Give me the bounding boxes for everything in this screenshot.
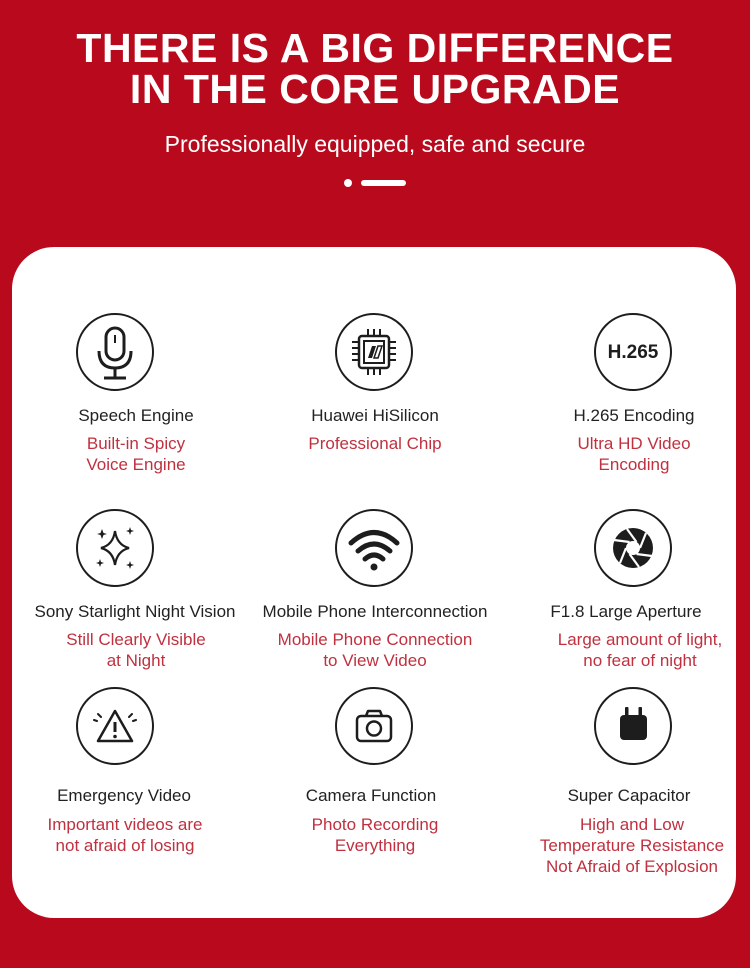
- feature-description: [250, 629, 500, 671]
- features-card: [12, 247, 736, 918]
- feature-title: Camera Function: [305, 786, 437, 805]
- aperture-icon: [594, 509, 672, 587]
- desc-line: Mobile Phone Connection: [277, 630, 473, 649]
- carousel-indicator: [0, 177, 750, 187]
- desc-line: no fear of night: [583, 651, 697, 670]
- feature-title: F1.8 Large Aperture: [550, 602, 702, 621]
- feature-description: [0, 814, 250, 856]
- carousel-dot-active[interactable]: [361, 180, 406, 186]
- sparkle-icon: [76, 509, 154, 587]
- desc-line: not afraid of losing: [55, 836, 195, 855]
- microphone-icon: [76, 313, 154, 391]
- page-title: [0, 25, 750, 112]
- chip-icon: [335, 313, 413, 391]
- desc-line: at Night: [106, 651, 166, 670]
- title-line-2: IN THE CORE UPGRADE: [129, 66, 621, 112]
- desc-line: Temperature Resistance: [539, 836, 725, 855]
- feature-description: [250, 814, 500, 856]
- carousel-dot[interactable]: [344, 179, 352, 187]
- feature-title: Sony Starlight Night Vision: [34, 602, 236, 621]
- desc-line: Not Afraid of Explosion: [546, 857, 718, 876]
- desc-line: Photo Recording: [311, 815, 439, 834]
- feature-description: [507, 814, 750, 877]
- feature-description: [11, 629, 261, 671]
- h265-icon-label: H.265: [607, 342, 659, 363]
- feature-title: Super Capacitor: [567, 786, 691, 805]
- warning-icon: [76, 687, 154, 765]
- header: [0, 0, 750, 250]
- feature-description: [509, 433, 750, 475]
- feature-title: Huawei HiSilicon: [311, 406, 439, 425]
- feature-description: [515, 629, 750, 671]
- desc-line: Built-in Spicy: [86, 434, 186, 453]
- camera-icon: [335, 687, 413, 765]
- h265-icon: [594, 313, 672, 391]
- title-line-1: THERE IS A BIG DIFFERENCE: [76, 25, 674, 71]
- feature-description: [11, 433, 261, 475]
- desc-line: Ultra HD Video: [577, 434, 691, 453]
- desc-line: Everything: [334, 836, 416, 855]
- desc-line: Still Clearly Visible: [66, 630, 206, 649]
- capacitor-icon: [594, 687, 672, 765]
- desc-line: High and Low: [580, 815, 684, 834]
- desc-line: to View Video: [323, 651, 427, 670]
- desc-line: Professional Chip: [308, 434, 442, 453]
- desc-line: Voice Engine: [86, 455, 186, 474]
- feature-title: Emergency Video: [57, 786, 191, 805]
- feature-title: H.265 Encoding: [573, 406, 695, 425]
- feature-title: Speech Engine: [78, 406, 194, 425]
- desc-line: Encoding: [598, 455, 670, 474]
- feature-title: Mobile Phone Interconnection: [262, 602, 488, 621]
- desc-line: Large amount of light,: [557, 630, 723, 649]
- desc-line: Important videos are: [47, 815, 203, 834]
- feature-description: [250, 433, 500, 454]
- wifi-icon: [335, 509, 413, 587]
- page-subtitle: Professionally equipped, safe and secure: [164, 131, 586, 157]
